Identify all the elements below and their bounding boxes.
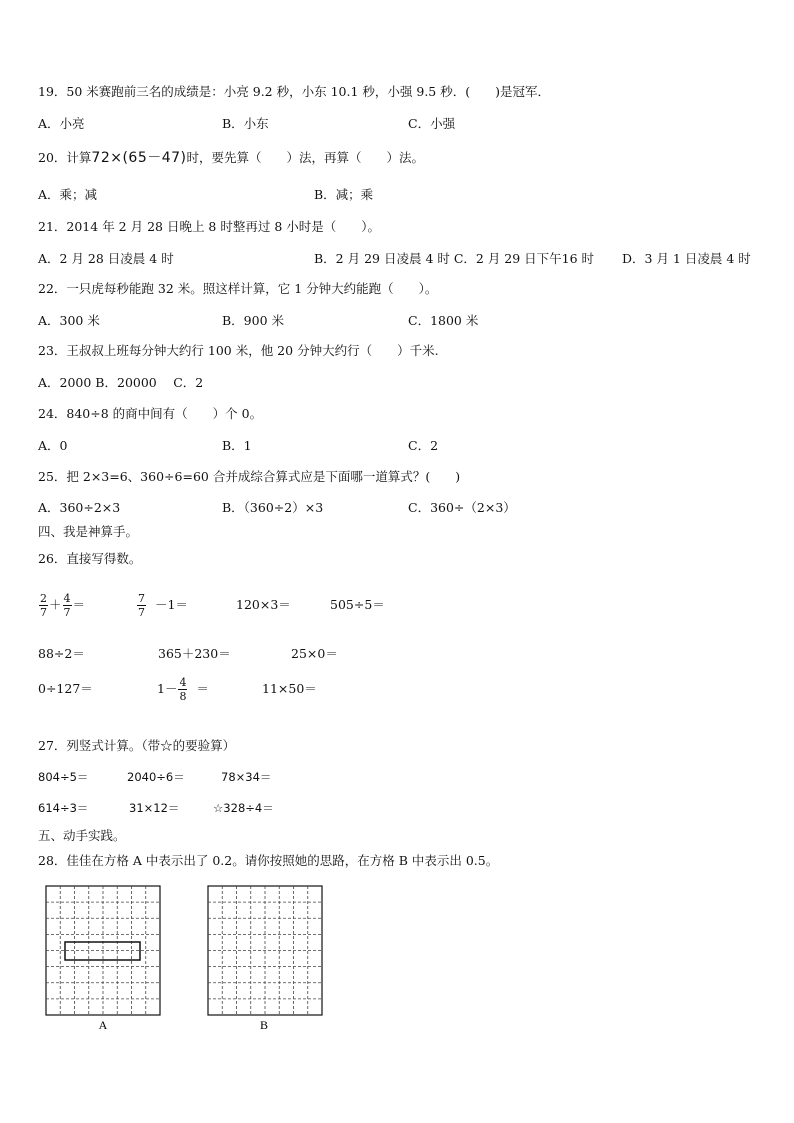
q20-stem-post: 时，要先算（ ）法，再算（ ）法。	[186, 150, 425, 165]
q28-grids	[40, 880, 340, 1040]
q27-expr-4: 614÷3＝	[38, 801, 89, 815]
q26-expr-7: 25×0＝	[291, 646, 338, 661]
q24-option-b: B．1	[222, 438, 252, 453]
fraction-4-7: $\frac{4}{7}$	[63, 592, 71, 619]
question-25-stem: 25．把 2×3=6、360÷6=60 合并成综合算式应是下面哪一道算式？( )	[38, 469, 461, 484]
q26-expr-3: 120×3＝	[236, 597, 291, 612]
q26-expr-9: 1－ $\frac{4}{8}$ ＝	[157, 676, 209, 703]
question-22-stem: 22．一只虎每秒能跑 32 米。照这样计算，它 1 分钟大约能跑（ ）。	[38, 281, 438, 296]
q21-option-bc: B．2 月 29 日凌晨 4 时 C．2 月 29 日下午16 时	[314, 251, 595, 266]
q26-expr-1: $\frac{2}{7}$ ＋ $\frac{4}{7}$ ＝	[40, 592, 86, 619]
q27-expr-6: ☆328÷4＝	[213, 801, 274, 815]
section-4-heading: 四、我是神算手。	[38, 524, 139, 539]
q20-option-a: A．乘；减	[38, 187, 98, 202]
q21-option-d: D．3 月 1 日凌晨 4 时	[622, 251, 751, 266]
q26-expr-2: $\frac{7}{7}$ －1＝	[138, 592, 188, 619]
q22-option-c: C．1800 米	[408, 313, 479, 328]
q26-expr-6: 365＋230＝	[158, 646, 231, 661]
question-27-stem: 27．列竖式计算。（带☆的要验算）	[38, 738, 236, 753]
fraction-2-7: $\frac{2}{7}$	[40, 592, 47, 619]
question-21-stem: 21．2014 年 2 月 28 日晚上 8 时整再过 8 小时是（ ）。	[38, 219, 380, 234]
question-26-stem: 26．直接写得数。	[38, 551, 142, 566]
q26-expr-4: 505÷5＝	[330, 597, 385, 612]
question-19-stem: 19．50 米赛跑前三名的成绩是：小亮 9.2 秒，小东 10.1 秒，小强 9.5 秒．( )是冠军．	[38, 84, 550, 99]
q25-option-c: C．360÷（2×3）	[408, 500, 516, 515]
q20-option-b: B．减；乘	[314, 187, 374, 202]
question-28-stem: 28．佳佳在方格 A 中表示出了 0.2。请你按照她的思路，在方格 B 中表示出 0.5。	[38, 853, 499, 868]
q20-expression: 72×(65－47)	[91, 150, 187, 166]
grid-a	[46, 886, 160, 1015]
q27-expr-1: 804÷5＝	[38, 770, 89, 784]
q20-stem-pre: 20．计算	[38, 150, 92, 165]
q22-option-a: A．300 米	[38, 313, 100, 328]
fraction-4-8: $\frac{4}{8}$	[179, 676, 187, 703]
q19-option-c: C．小强	[408, 116, 456, 131]
grid-a-label: A	[98, 1018, 108, 1032]
q19-option-b: B．小东	[222, 116, 269, 131]
q22-option-b: B．900 米	[222, 313, 285, 328]
q19-option-a: A．小亮	[38, 116, 85, 131]
q27-expr-3: 78×34＝	[221, 770, 272, 784]
question-23-stem: 23．王叔叔上班每分钟大约行 100 米，他 20 分钟大约行（ ）千米.	[38, 343, 439, 358]
q27-expr-5: 31×12＝	[129, 801, 180, 815]
grid-a-shaded-region	[65, 942, 140, 960]
question-24-stem: 24．840÷8 的商中间有（ ）个 0。	[38, 406, 263, 421]
grid-b-label: B	[259, 1018, 269, 1032]
q23-options: A．2000 B．20000 C．2	[38, 375, 204, 390]
q24-option-a: A．0	[38, 438, 68, 453]
q26-expr-8: 0÷127＝	[38, 681, 93, 696]
q21-option-a: A．2 月 28 日凌晨 4 时	[38, 251, 174, 266]
q24-option-c: C．2	[408, 438, 439, 453]
q25-option-a: A．360÷2×3	[38, 500, 121, 515]
grid-b	[208, 886, 322, 1015]
fraction-7-7: $\frac{7}{7}$	[138, 592, 145, 619]
q25-option-b: B．（360÷2）×3	[222, 500, 324, 515]
section-5-heading: 五、动手实践。	[38, 828, 126, 843]
question-20-stem	[38, 150, 424, 166]
q26-expr-10: 11×50＝	[262, 681, 317, 696]
q27-expr-2: 2040÷6＝	[127, 770, 185, 784]
q26-expr-5: 88÷2＝	[38, 646, 85, 661]
